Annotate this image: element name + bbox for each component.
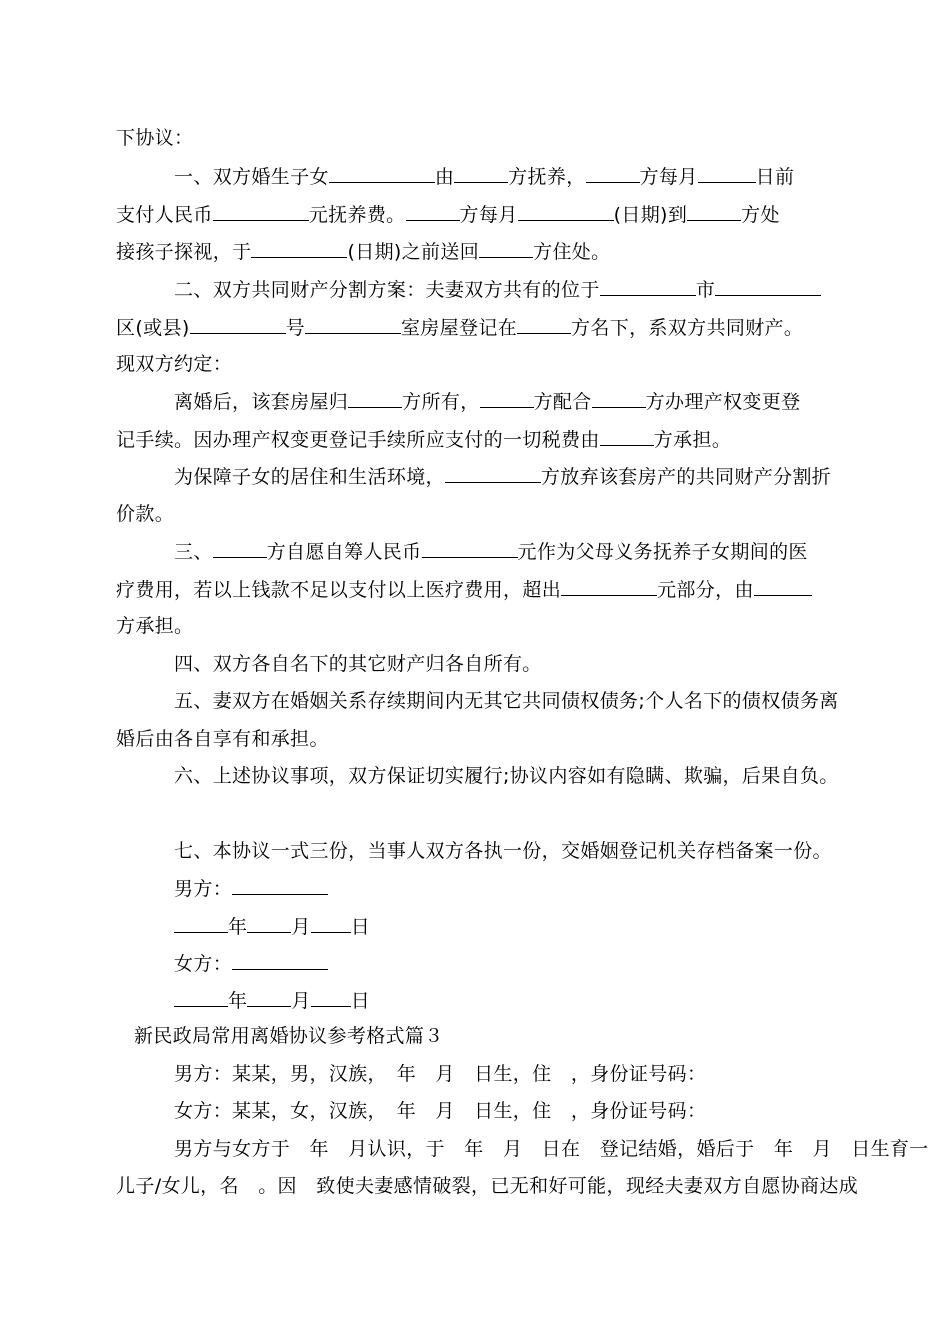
text: 由 (434, 166, 455, 188)
clause-5-line-1 (174, 689, 839, 713)
text: 儿子/女儿，名 。因 致使夫妻感情破裂，已无和好可能，现经夫妻双方自愿协商达成 (116, 1175, 859, 1197)
blank-field[interactable] (213, 539, 267, 558)
blank-field[interactable] (517, 315, 571, 334)
text: 年 (228, 916, 248, 938)
signature-field[interactable] (232, 876, 328, 895)
clause-2-line-1 (174, 277, 821, 302)
text: 男方：某某，男，汉族， 年 月 日生，住 ，身份证号码： (174, 1063, 707, 1085)
blank-field[interactable] (715, 277, 821, 296)
text: 婚后由各自享有和承担。 (116, 728, 329, 750)
clause-2-line-3 (116, 352, 232, 376)
text: 元部分，由 (657, 579, 754, 601)
signature-female (174, 951, 328, 976)
blank-field[interactable] (518, 202, 614, 221)
male-info (174, 1062, 706, 1086)
text: 方所有， (402, 391, 480, 413)
text: 方抚养， (508, 166, 586, 188)
text: 方承担。 (116, 615, 194, 637)
blank-field[interactable] (754, 577, 812, 596)
date-line-2 (174, 988, 370, 1013)
month-field[interactable] (247, 988, 291, 1007)
clause-2-house-line-1 (174, 389, 800, 414)
clause-4-line (174, 652, 542, 676)
text: 为保障子女的居住和生活环境， (174, 466, 445, 488)
blank-field[interactable] (586, 164, 640, 183)
clause-6-line (174, 764, 839, 788)
text: 女方：某某，女，汉族， 年 月 日生，住 ，身份证号码： (174, 1100, 707, 1122)
text: 接孩子探视，于 (116, 241, 252, 263)
text: 四、双方各自名下的其它财产归各自所有。 (174, 653, 542, 675)
text: 月 (291, 916, 311, 938)
text: 市 (695, 279, 716, 301)
month-field[interactable] (247, 914, 291, 933)
year-field[interactable] (174, 914, 228, 933)
year-field[interactable] (174, 988, 228, 1007)
blank-field[interactable] (213, 202, 309, 221)
text: 五、妻双方在婚姻关系存续期间内无其它共同债权债务;个人名下的债权债务离 (174, 690, 839, 712)
clause-1-line-3 (116, 239, 611, 264)
text: 男方： (174, 878, 233, 900)
blank-field[interactable] (698, 164, 756, 183)
clause-2-line-2 (116, 315, 803, 340)
blank-field[interactable] (329, 164, 435, 183)
section-heading (134, 1024, 444, 1048)
clause-3-line-1 (174, 539, 808, 564)
text: (日期)到 (613, 204, 688, 226)
text: 室房屋登记在 (400, 317, 518, 339)
text: 现双方约定： (116, 353, 233, 375)
blank-field[interactable] (592, 389, 646, 408)
clause-1-line-2 (116, 202, 780, 227)
blank-field[interactable] (687, 202, 741, 221)
blank-field[interactable] (445, 464, 541, 483)
female-info (174, 1099, 706, 1123)
blank-field[interactable] (251, 239, 347, 258)
blank-field[interactable] (305, 315, 401, 334)
text: 年 (228, 990, 248, 1012)
text: 新民政局常用离婚协议参考格式篇３ (134, 1025, 444, 1047)
blank-field[interactable] (348, 389, 402, 408)
blank-field[interactable] (480, 389, 534, 408)
day-field[interactable] (311, 914, 351, 933)
text: 月 (291, 990, 311, 1012)
date-line-1 (174, 914, 370, 939)
intro-line (116, 126, 193, 150)
clause-2-child-line-1 (174, 464, 831, 489)
text: 二、双方共同财产分割方案：夫妻双方共有的位于 (174, 279, 600, 301)
text: 疗费用，若以上钱款不足以支付以上医疗费用，超出 (116, 579, 562, 601)
marriage-line-1 (174, 1137, 929, 1161)
day-field[interactable] (311, 988, 351, 1007)
text: 离婚后，该套房屋归 (174, 391, 349, 413)
clause-5-line-2 (116, 727, 329, 751)
text: 方办理产权变更登 (645, 391, 801, 413)
text: 号 (285, 317, 305, 339)
blank-field[interactable] (454, 164, 508, 183)
text: 方配合 (533, 391, 592, 413)
text: 男方与女方于 年 月认识，于 年 月 日在 登记结婚，婚后于 年 月 日生育一 (174, 1138, 929, 1160)
text: 方每月 (459, 204, 518, 226)
clause-2-house-line-2 (116, 427, 731, 452)
text: 三、 (174, 541, 213, 563)
text: 方承担。 (653, 429, 732, 451)
signature-field[interactable] (232, 951, 328, 970)
clause-2-child-line-2 (116, 502, 174, 526)
text: 价款。 (116, 503, 175, 525)
text: 方自愿自筹人民币 (266, 541, 422, 563)
blank-field[interactable] (561, 577, 657, 596)
blank-field[interactable] (479, 239, 533, 258)
text: 元作为父母义务抚养子女期间的医 (517, 541, 808, 563)
text: (日期)之前送回 (347, 241, 480, 263)
text: 记手续。因办理产权变更登记手续所应支付的一切税费由 (116, 429, 600, 451)
blank-field[interactable] (600, 277, 696, 296)
blank-field[interactable] (406, 202, 460, 221)
text: 日 (350, 990, 371, 1012)
text: 支付人民币 (116, 204, 213, 226)
text: 方名下，系双方共同财产。 (571, 317, 804, 339)
text: 六、上述协议事项，双方保证切实履行;协议内容如有隐瞒、欺骗，后果自负。 (174, 765, 839, 787)
blank-field[interactable] (422, 539, 518, 558)
text: 女方： (174, 953, 233, 975)
clause-7-line (174, 839, 832, 863)
text: 一、双方婚生子女 (174, 166, 329, 188)
text: 方每月 (639, 166, 698, 188)
signature-male (174, 876, 328, 901)
blank-field[interactable] (600, 427, 654, 446)
text: 方处 (741, 204, 780, 226)
clause-3-line-2 (116, 577, 812, 602)
text: 下协议： (116, 127, 194, 149)
text: 日前 (755, 166, 795, 188)
clause-3-line-3 (116, 614, 193, 638)
text: 方住处。 (533, 241, 611, 263)
blank-field[interactable] (190, 315, 286, 334)
clause-1-line-1 (174, 164, 794, 189)
marriage-line-2 (116, 1174, 858, 1198)
text: 方放弃该套房产的共同财产分割折 (540, 466, 832, 488)
text: 七、本协议一式三份，当事人双方各执一份，交婚姻登记机关存档备案一份。 (174, 840, 832, 862)
text: 元抚养费。 (308, 204, 406, 226)
text: 日 (350, 916, 371, 938)
text: 区(或县) (116, 317, 190, 339)
